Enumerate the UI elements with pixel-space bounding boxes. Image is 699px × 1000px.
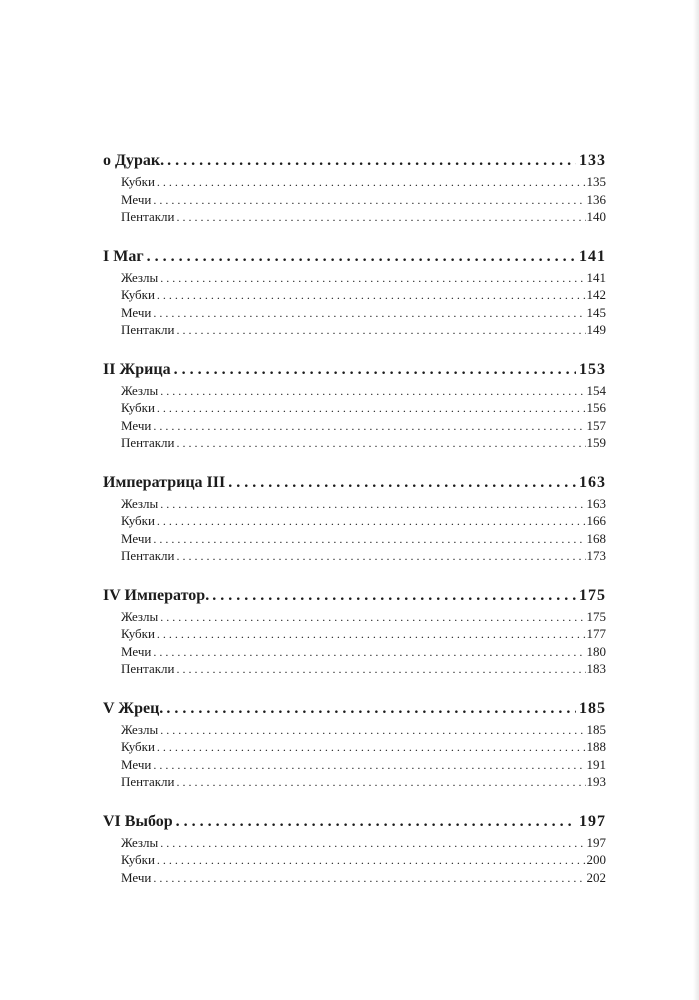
toc-section [103, 358, 606, 452]
chapter-page-number: 133 [579, 152, 606, 169]
dot-leader [160, 835, 585, 853]
dot-leader [177, 209, 586, 227]
dot-leader [177, 548, 586, 566]
toc-subentry[interactable] [103, 321, 606, 339]
subentry-page-number: 183 [586, 661, 606, 676]
dot-leader [160, 496, 585, 514]
subentry-title: Кубки [121, 287, 155, 302]
subentry-page-number: 202 [586, 869, 606, 885]
subentry-page-number: 177 [586, 626, 606, 641]
subentry-title: Кубки [121, 739, 155, 754]
dot-leader [160, 722, 585, 740]
toc-subentry[interactable] [103, 834, 606, 852]
subentry-page-number: 149 [586, 322, 606, 337]
dot-leader [212, 584, 576, 608]
subentry-title: Пентакли [121, 209, 175, 224]
subentry-page-number: 145 [586, 304, 606, 320]
dot-leader [177, 774, 586, 792]
toc-subentry[interactable] [103, 434, 606, 452]
toc-subentry[interactable] [103, 495, 606, 513]
subentry-title: Пентакли [121, 322, 175, 337]
dot-leader [228, 471, 576, 495]
dot-leader [153, 192, 585, 210]
toc-subentry[interactable] [103, 643, 606, 661]
subentry-title: Кубки [121, 852, 155, 867]
chapter-page-number: 175 [579, 586, 606, 604]
toc-subentry[interactable] [103, 304, 606, 322]
toc-subentry[interactable] [103, 721, 606, 739]
toc-section [103, 584, 606, 678]
chapter-page-number: 185 [579, 699, 606, 717]
subentry-page-number: 180 [586, 643, 606, 659]
subentry-title: Жезлы [121, 721, 159, 737]
dot-leader [147, 245, 576, 269]
toc-subentry[interactable] [103, 738, 606, 756]
toc-chapter-entry[interactable] [103, 810, 606, 834]
dot-leader [177, 435, 586, 453]
dot-leader [157, 626, 586, 644]
subentry-title: Мечи [121, 869, 152, 885]
dot-leader [153, 305, 585, 323]
toc-section [103, 810, 606, 887]
chapter-title: о Дурак. [103, 152, 165, 169]
dot-leader [177, 661, 586, 679]
dot-leader [176, 810, 576, 834]
page-edge-shadow [693, 0, 699, 1000]
dot-leader [157, 739, 586, 757]
subentry-title: Мечи [121, 643, 152, 659]
chapter-page-number: 141 [579, 247, 606, 265]
dot-leader [157, 174, 586, 192]
toc-subentry[interactable] [103, 547, 606, 565]
subentry-page-number: 175 [586, 608, 606, 624]
subentry-title: Жезлы [121, 269, 159, 285]
chapter-title: I Маг [103, 247, 144, 265]
subentry-page-number: 154 [586, 382, 606, 398]
subentry-title: Кубки [121, 626, 155, 641]
toc-chapter-entry[interactable] [103, 697, 606, 721]
toc-chapter-entry[interactable] [103, 471, 606, 495]
dot-leader [160, 270, 585, 288]
dot-leader [160, 383, 585, 401]
subentry-title: Мечи [121, 417, 152, 433]
subentry-page-number: 188 [586, 739, 606, 754]
subentry-page-number: 193 [586, 774, 606, 789]
chapter-page-number: 163 [579, 473, 606, 491]
chapter-page-number: 153 [579, 360, 606, 378]
subentry-page-number: 156 [586, 400, 606, 415]
subentry-page-number: 173 [586, 548, 606, 563]
subentry-title: Мечи [121, 304, 152, 320]
toc-subentry[interactable] [103, 417, 606, 435]
subentry-page-number: 135 [586, 174, 606, 189]
chapter-title: IV Император. [103, 586, 210, 604]
dot-leader [157, 400, 586, 418]
toc-subentry[interactable] [103, 530, 606, 548]
toc-subentry[interactable] [103, 756, 606, 774]
toc-subentry[interactable] [103, 773, 606, 791]
dot-leader [157, 513, 586, 531]
toc-subentry[interactable] [103, 269, 606, 287]
subentry-page-number: 185 [586, 721, 606, 737]
chapter-title: Императрица III [103, 473, 226, 491]
table-of-contents [103, 149, 606, 886]
subentry-title: Кубки [121, 513, 155, 528]
dot-leader [167, 149, 576, 173]
dot-leader [153, 418, 585, 436]
subentry-page-number: 136 [586, 191, 606, 207]
toc-chapter-entry[interactable] [103, 358, 606, 382]
subentry-title: Жезлы [121, 495, 159, 511]
subentry-page-number: 200 [586, 852, 606, 867]
toc-section [103, 697, 606, 791]
toc-chapter-entry[interactable] [103, 245, 606, 269]
chapter-title: VI Выбор [103, 812, 173, 830]
subentry-title: Пентакли [121, 774, 175, 789]
subentry-page-number: 142 [586, 287, 606, 302]
toc-section [103, 149, 606, 226]
chapter-title: II Жрица [103, 360, 171, 378]
toc-subentry[interactable] [103, 660, 606, 678]
toc-chapter-entry[interactable] [103, 149, 606, 173]
toc-subentry[interactable] [103, 625, 606, 643]
chapter-page-number: 197 [579, 812, 606, 830]
subentry-title: Мечи [121, 530, 152, 546]
dot-leader [153, 644, 585, 662]
subentry-title: Жезлы [121, 382, 159, 398]
subentry-page-number: 163 [586, 495, 606, 511]
subentry-title: Кубки [121, 174, 155, 189]
dot-leader [153, 757, 585, 775]
subentry-title: Жезлы [121, 834, 159, 850]
dot-leader [153, 870, 585, 888]
toc-subentry[interactable] [103, 869, 606, 887]
toc-subentry[interactable] [103, 399, 606, 417]
subentry-title: Пентакли [121, 548, 175, 563]
toc-section [103, 245, 606, 339]
subentry-page-number: 141 [586, 269, 606, 285]
dot-leader [157, 852, 586, 870]
subentry-title: Пентакли [121, 435, 175, 450]
subentry-page-number: 159 [586, 435, 606, 450]
dot-leader [174, 358, 576, 382]
subentry-title: Пентакли [121, 661, 175, 676]
toc-subentry[interactable] [103, 286, 606, 304]
subentry-page-number: 168 [586, 530, 606, 546]
chapter-title: V Жрец. [103, 699, 164, 717]
toc-subentry[interactable] [103, 191, 606, 209]
subentry-title: Мечи [121, 756, 152, 772]
subentry-page-number: 191 [586, 756, 606, 772]
dot-leader [157, 287, 586, 305]
dot-leader [153, 531, 585, 549]
dot-leader [177, 322, 586, 340]
toc-subentry[interactable] [103, 208, 606, 226]
subentry-title: Жезлы [121, 608, 159, 624]
dot-leader [160, 609, 585, 627]
toc-subentry[interactable] [103, 173, 606, 191]
subentry-page-number: 157 [586, 417, 606, 433]
toc-subentry[interactable] [103, 851, 606, 869]
subentry-page-number: 197 [586, 834, 606, 850]
toc-subentry[interactable] [103, 382, 606, 400]
toc-section [103, 471, 606, 565]
toc-subentry[interactable] [103, 608, 606, 626]
subentry-page-number: 166 [586, 513, 606, 528]
toc-subentry[interactable] [103, 512, 606, 530]
dot-leader [166, 697, 576, 721]
subentry-title: Мечи [121, 191, 152, 207]
subentry-page-number: 140 [586, 209, 606, 224]
toc-chapter-entry[interactable] [103, 584, 606, 608]
subentry-title: Кубки [121, 400, 155, 415]
